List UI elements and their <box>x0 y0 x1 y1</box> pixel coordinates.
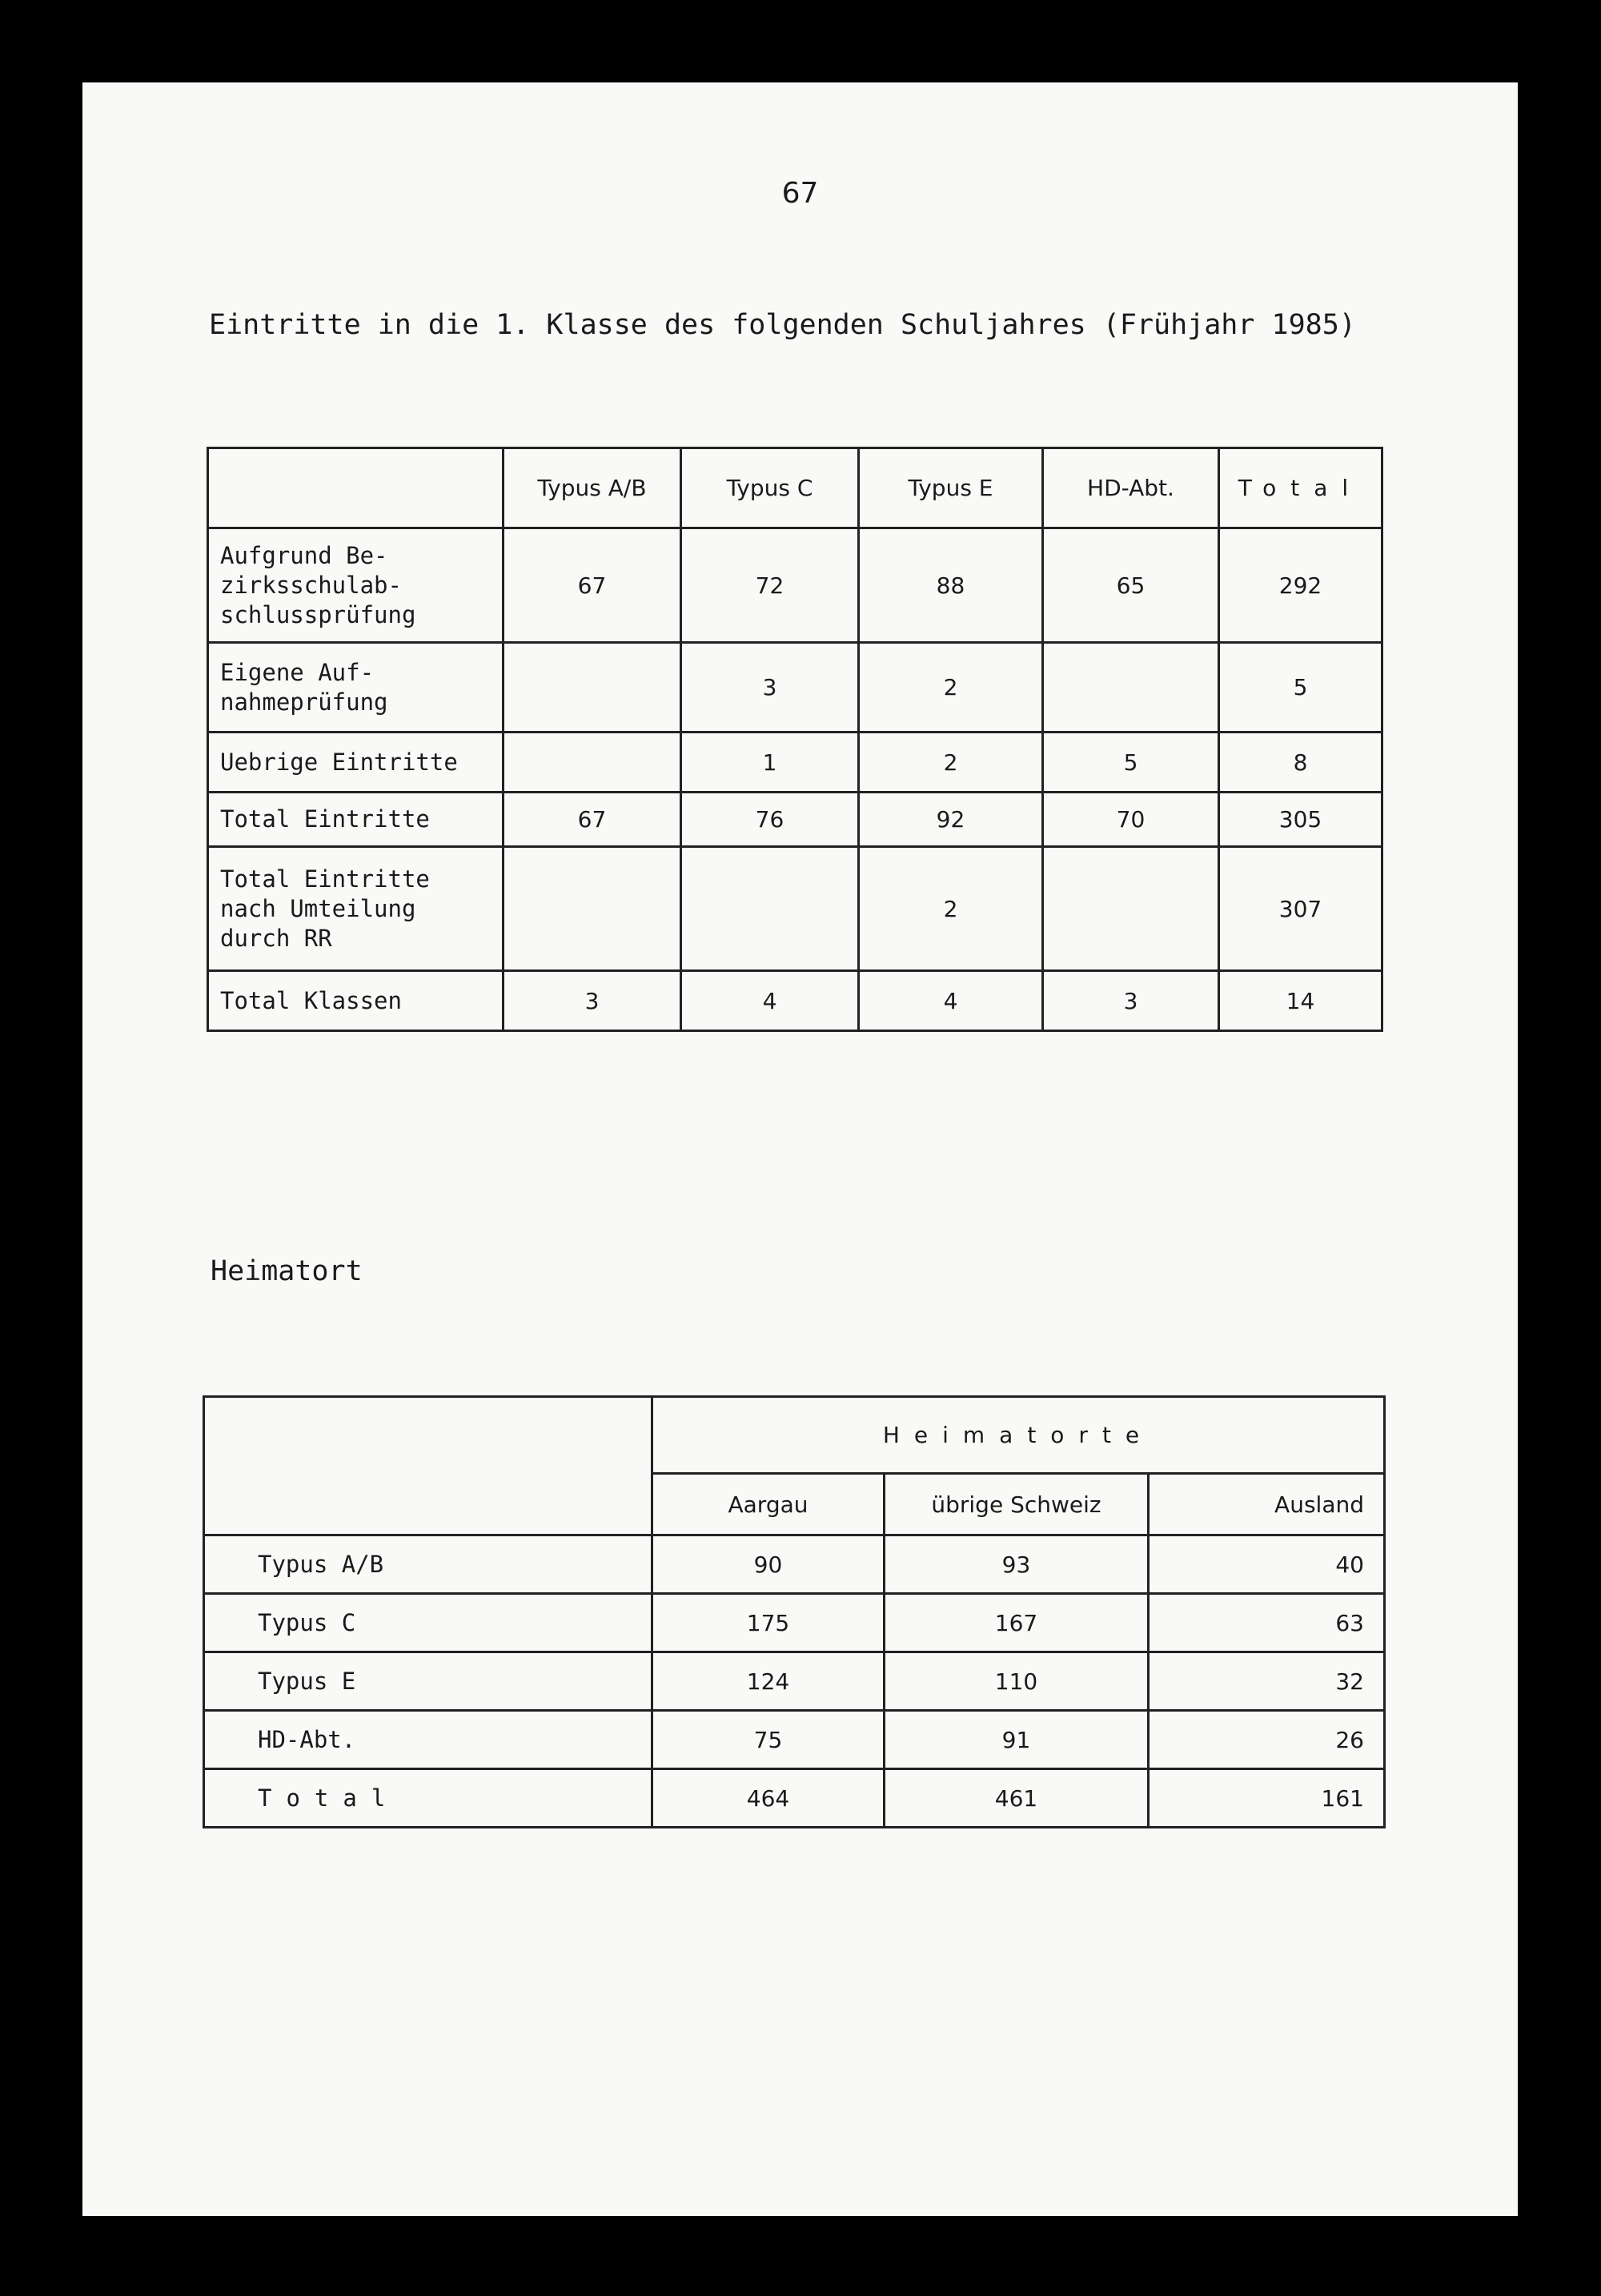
table-header-row <box>208 448 1382 528</box>
group-header-row <box>204 1397 1385 1474</box>
table-cell: 40 <box>1149 1535 1385 1594</box>
group-header: Heimatorte <box>652 1397 1385 1474</box>
table-cell: 161 <box>1149 1769 1385 1828</box>
table-cell: 4 <box>681 971 859 1031</box>
table-cell: 1 <box>681 733 859 793</box>
table-cell: 65 <box>1043 528 1219 643</box>
column-header: Aargau <box>652 1474 885 1535</box>
table-cell: 3 <box>504 971 681 1031</box>
table2-title: Heimatort <box>211 1255 363 1287</box>
table-cell: 175 <box>652 1594 885 1652</box>
table-cell: 110 <box>885 1652 1149 1711</box>
table-cell: 76 <box>681 793 859 847</box>
table-cell: 461 <box>885 1769 1149 1828</box>
home-town-table <box>203 1395 1386 1828</box>
row-label-line: Aufgrund Be- <box>220 541 388 569</box>
column-header: übrige Schweiz <box>885 1474 1149 1535</box>
row-label: HD-Abt. <box>204 1711 652 1769</box>
table-cell: 3 <box>1043 971 1219 1031</box>
table-cell: 5 <box>1043 733 1219 793</box>
table1-title: Eintritte in die 1. Klasse des folgenden Schuljahres (Frühjahr 1985) <box>209 309 1356 341</box>
row-label-line: Eigene Auf- <box>220 658 375 686</box>
table-row <box>208 528 1382 643</box>
table-cell: 8 <box>1219 733 1382 793</box>
table-cell <box>504 733 681 793</box>
table-cell: 91 <box>885 1711 1149 1769</box>
column-header: Typus A/B <box>504 448 681 528</box>
table-cell <box>504 643 681 733</box>
table-row <box>208 643 1382 733</box>
table-cell: 307 <box>1219 847 1382 971</box>
table-cell: 72 <box>681 528 859 643</box>
row-label-line: nahmeprüfung <box>220 688 388 716</box>
table-cell: 124 <box>652 1652 885 1711</box>
row-label: Typus A/B <box>204 1535 652 1594</box>
table-cell <box>681 847 859 971</box>
table-cell: 464 <box>652 1769 885 1828</box>
table-row <box>208 971 1382 1031</box>
table-cell <box>504 847 681 971</box>
entries-table <box>207 447 1383 1032</box>
table-cell <box>1043 847 1219 971</box>
row-label-line: nach Umteilung <box>220 894 416 922</box>
table-cell: 3 <box>681 643 859 733</box>
table-cell: 2 <box>859 733 1043 793</box>
table-cell: 93 <box>885 1535 1149 1594</box>
table-row <box>204 1535 1385 1594</box>
row-label-line: Total Eintritte <box>220 865 430 893</box>
column-header: HD-Abt. <box>1043 448 1219 528</box>
table-cell: 32 <box>1149 1652 1385 1711</box>
table-cell: 88 <box>859 528 1043 643</box>
row-label <box>208 733 504 793</box>
table-cell: 67 <box>504 793 681 847</box>
table-cell: 67 <box>504 528 681 643</box>
row-label: Typus C <box>204 1594 652 1652</box>
column-header: Ausland <box>1149 1474 1385 1535</box>
table-row <box>208 733 1382 793</box>
table-cell: 75 <box>652 1711 885 1769</box>
table-row <box>208 793 1382 847</box>
table-row <box>204 1711 1385 1769</box>
column-header: Typus C <box>681 448 859 528</box>
table-cell: 5 <box>1219 643 1382 733</box>
table-cell: 167 <box>885 1594 1149 1652</box>
page-number: 67 <box>781 177 819 210</box>
row-label-line: durch RR <box>220 924 332 952</box>
table-cell: 305 <box>1219 793 1382 847</box>
row-label <box>208 643 504 733</box>
table-cell: 70 <box>1043 793 1219 847</box>
table-cell: 292 <box>1219 528 1382 643</box>
table-cell: 92 <box>859 793 1043 847</box>
header-empty-cell <box>208 448 504 528</box>
row-label <box>208 528 504 643</box>
table-cell: 90 <box>652 1535 885 1594</box>
table-cell <box>1043 643 1219 733</box>
table-cell: 2 <box>859 643 1043 733</box>
row-label <box>208 971 504 1031</box>
table-cell: 4 <box>859 971 1043 1031</box>
header-empty-cell <box>204 1397 652 1535</box>
row-label <box>208 793 504 847</box>
table-row <box>208 847 1382 971</box>
table-row <box>204 1652 1385 1711</box>
row-label-line: schlussprüfung <box>220 600 416 628</box>
document-page <box>82 82 1518 2216</box>
row-label <box>208 847 504 971</box>
row-label: Total <box>204 1769 652 1828</box>
column-header: Total <box>1219 448 1382 528</box>
row-label-line: zirksschulab- <box>220 571 402 599</box>
table-cell: 2 <box>859 847 1043 971</box>
table-row <box>204 1594 1385 1652</box>
table-cell: 14 <box>1219 971 1382 1031</box>
row-label-line: Total Klassen <box>220 986 402 1014</box>
table-cell: 63 <box>1149 1594 1385 1652</box>
table-cell: 26 <box>1149 1711 1385 1769</box>
row-label-line: Uebrige Eintritte <box>220 748 458 776</box>
row-label-line: Total Eintritte <box>220 805 430 833</box>
row-label: Typus E <box>204 1652 652 1711</box>
table-row <box>204 1769 1385 1828</box>
column-header: Typus E <box>859 448 1043 528</box>
